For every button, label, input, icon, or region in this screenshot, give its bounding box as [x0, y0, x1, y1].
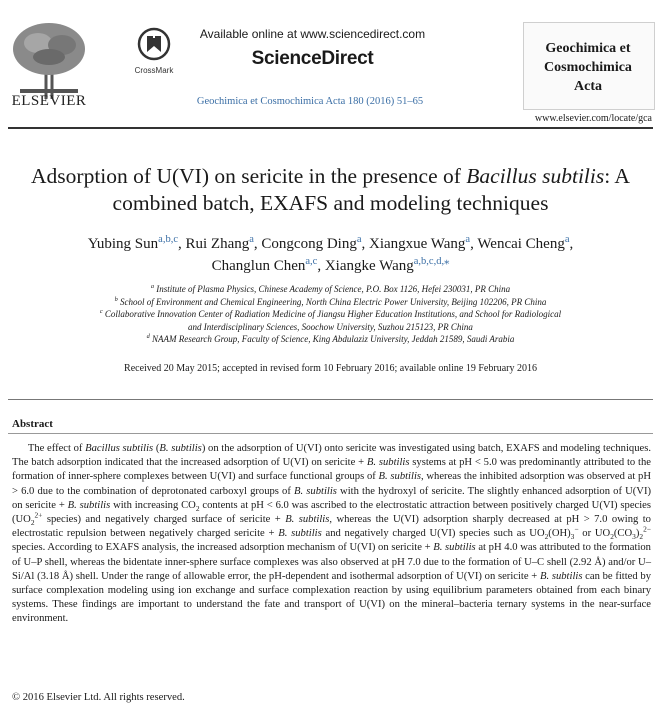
author-affiliation[interactable]: a,c: [305, 256, 318, 267]
affiliation-item: [15, 296, 646, 309]
article-title: [15, 163, 646, 217]
journal-url[interactable]: www.elsevier.com/locate/gca: [534, 113, 652, 124]
author[interactable]: Wencai Cheng: [477, 236, 565, 252]
author[interactable]: Rui Zhang: [185, 236, 250, 252]
abstract-text: The effect of Bacillus subtilis (B. subtilis) on the adsorption of U(VI) onto sericite was investigated using batch, EXAFS and modeling techniques. The batch adsorption indicated that the increased adsorption of U(VI) on sericite + B. subtilis systems at pH < 5.0 was predominantly attributed to the formation of inner-sphere complexes between U(VI) and surface functional groups of B. subtilis, whereas the inhibited adsorption was observed at pH > 6.0 due to the combination of deprotonated carboxyl groups of B. subtilis with the hydroxyl of sericite. The slightly enhanced adsorption of U(VI) on sericite + B. subtilis with increasing $CO_2$ contents at pH < 6.0 was ascribed to the electrostatic attraction between positively charged U(VI) species ($UO_2^{2+}$ species) and negatively charged surface of sericite + B. subtilis, whereas the U(VI) adsorption sharply decreased at pH > 7.0 owing to electrostatic repulsion between negatively charged sericite + B. subtilis and negatively charged U(VI) species such as $UO_2(OH)_3^-$ or $UO_2(CO_3)_2^{2-}$ species. According to EXAFS analysis, the increased adsorption mechanism of U(VI) on sericite + B. subtilis at pH 4.0 was attributed to the formation of U–P shell, whereas the bidentate inner-sphere surface complexes was also observed at pH 7.0 due to the formation of U–C shell (2.92 Å) and/or U–Si/Al (3.18 Å) shell. Under the range of allowable error, the pH-dependent and isothermal adsorption of U(VI) on sericite + B. subtilis can be fitted by surface complexation modeling using ion exchange and surface complexation reaction by using equilibrium parameters obtained from each binary systems. These findings are important to understand the fate and transport of U(VI) on the mineral–bacteria ternary systems in the near-surface environment.: [12, 443, 652, 625]
author[interactable]: Changlun Chen: [211, 258, 306, 274]
author[interactable]: Xiangxue Wang: [369, 236, 466, 252]
abstract-heading: Abstract: [12, 418, 53, 430]
journal-name-line1: Geochimica et: [545, 41, 631, 56]
abstract-divider: [8, 433, 653, 434]
copyright-notice: © 2016 Elsevier Ltd. All rights reserved.: [12, 692, 185, 703]
author-affiliation[interactable]: a: [249, 234, 254, 245]
affiliation-item: [15, 333, 646, 346]
available-online-text: Available online at www.sciencedirect.com: [199, 27, 426, 41]
affiliation-key: d: [146, 333, 150, 340]
header-divider: [8, 127, 653, 129]
affiliation-key: b: [114, 295, 118, 303]
received-dates: Received 20 May 2015; accepted in revised form 10 February 2016; available online 19 February 2016: [124, 363, 537, 374]
affiliation-text: Collaborative Innovation Center of Radiation Medicine of Jiangsu Higher Education Institutions, and School for Radiological: [104, 309, 562, 319]
title-text: Adsorption of U(VI) on sericite in the presence of: [31, 164, 467, 188]
author-affiliation[interactable]: a: [465, 234, 471, 245]
author[interactable]: Yubing Sun: [87, 236, 159, 252]
sciencedirect-logo[interactable]: ScienceDirect: [251, 48, 374, 69]
journal-name-line3: Acta: [574, 79, 602, 94]
author[interactable]: Congcong Ding: [261, 236, 357, 252]
title-text-2: : A combined batch, EXAFS and modeling techniques: [112, 164, 630, 215]
journal-name: [523, 39, 653, 96]
affiliation-key: a: [150, 283, 154, 290]
corresponding-author-mark[interactable]: ⁎: [444, 256, 450, 267]
publisher-name: ELSEVIER: [11, 93, 87, 109]
author-affiliation[interactable]: a,b,c,d,: [413, 256, 445, 267]
affiliation-text: and Interdisciplinary Sciences, Soochow University, Suzhou 215123, PR China: [188, 321, 473, 332]
author-affiliation[interactable]: a: [564, 234, 570, 245]
journal-citation[interactable]: Geochimica et Cosmochimica Acta 180 (2016) 51–65: [196, 96, 424, 107]
author-list: Yubing Sun$^{a,b,c}$, Rui Zhang$^a$, Congcong Ding$^a$, Xiangxue Wang$^a$, Wencai Cheng$^a$, Changlun Chen$^{a,c}$, Xiangke Wang$^{a,b,c,d,⁎}$: [87, 234, 574, 274]
title-italic: Bacillus subtilis: [466, 164, 605, 188]
author-affiliation[interactable]: a: [356, 234, 362, 245]
author-affiliation[interactable]: a,b,c: [158, 234, 178, 245]
affiliation-item: [15, 283, 646, 296]
affiliation-text: School of Environment and Chemical Engineering, North China Electric Power University, Beijing 102206, PR China: [120, 296, 547, 307]
affiliation-key: c: [99, 308, 103, 315]
affiliations: [15, 283, 646, 346]
crossmark-label: CrossMark: [134, 66, 174, 75]
affiliation-text: Institute of Plasma Physics, Chinese Academy of Science, P.O. Box 1126, Hefei 230031, PR China: [156, 284, 511, 294]
affiliation-item: [15, 308, 646, 321]
author[interactable]: Xiangke Wang: [324, 258, 414, 274]
section-divider: [8, 399, 653, 400]
affiliation-text: NAAM Research Group, Faculty of Science, King Abdulaziz University, Jeddah 21589, Saudi Arabia: [151, 334, 515, 344]
affiliation-item: [15, 321, 646, 334]
journal-name-line2: Cosmochimica: [544, 60, 632, 75]
